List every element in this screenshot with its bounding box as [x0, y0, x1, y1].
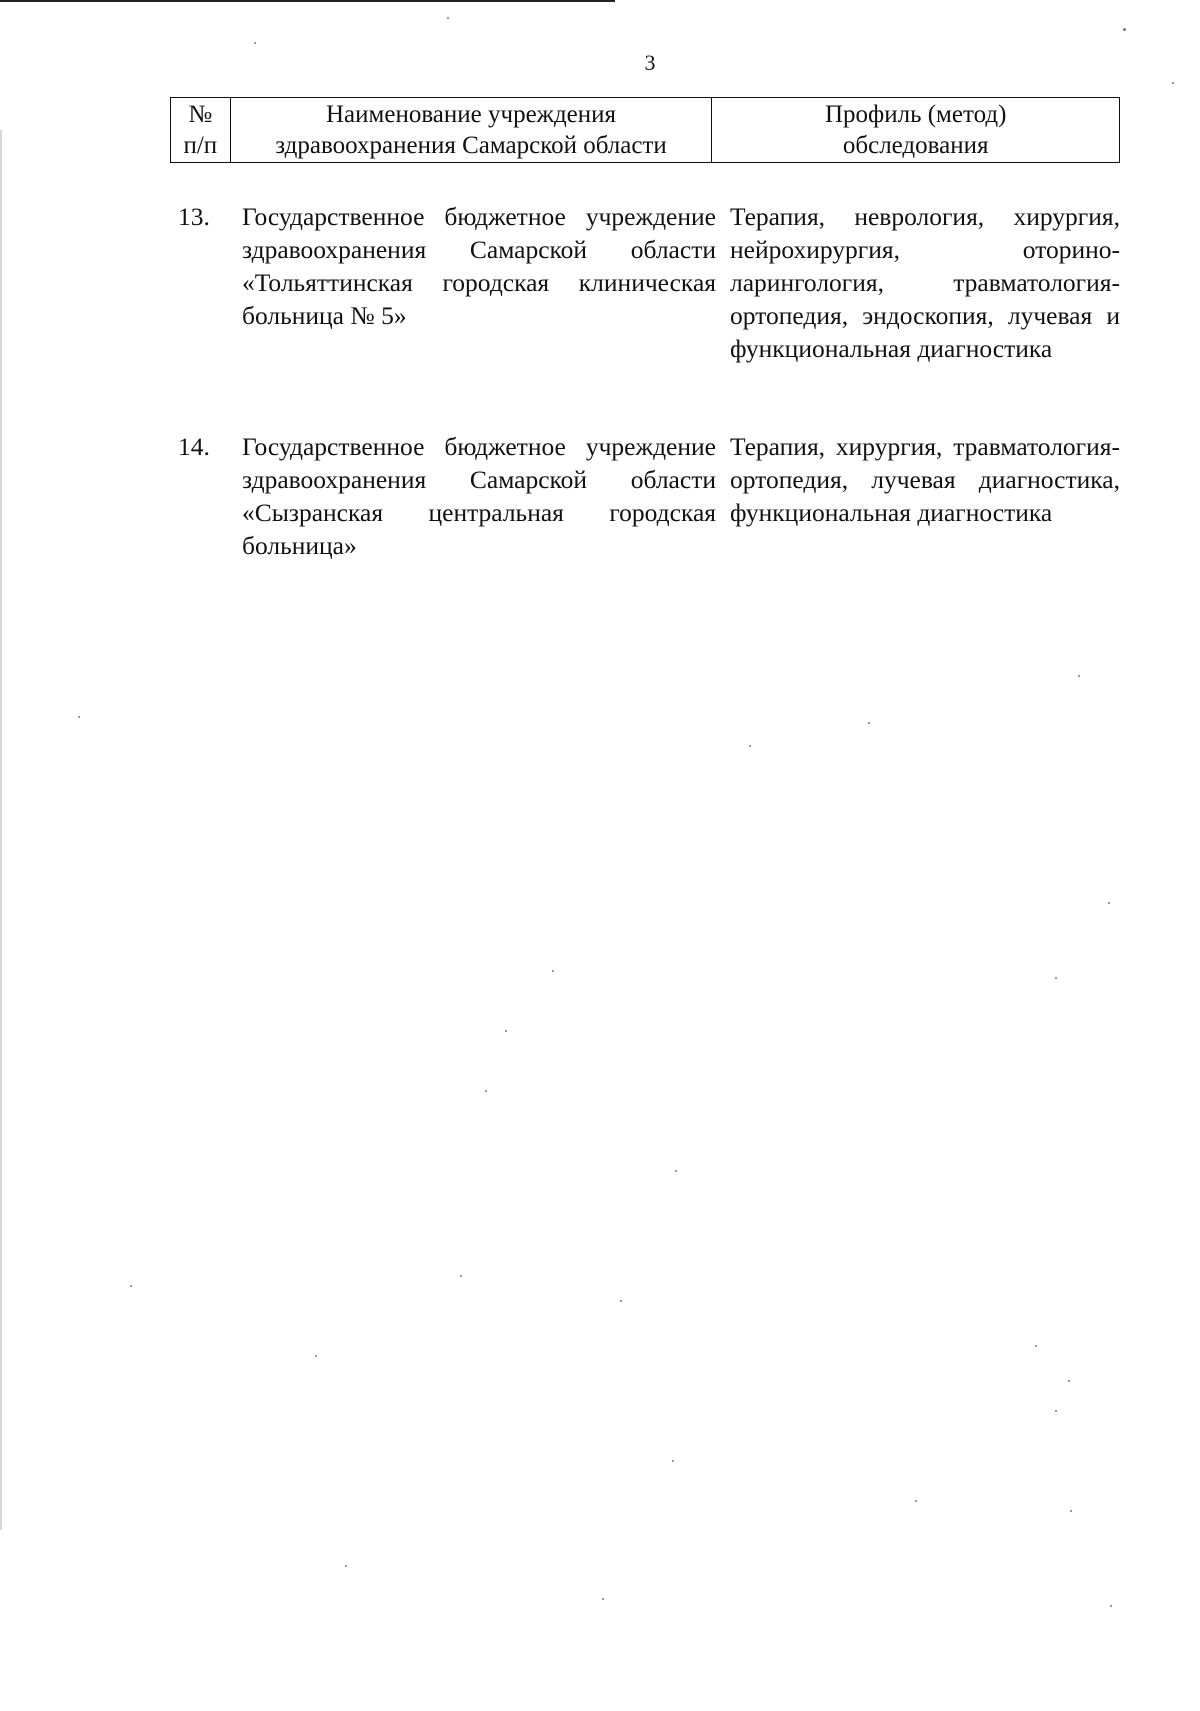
- page-number: 3: [644, 50, 656, 75]
- scan-speck: [505, 1030, 507, 1032]
- scan-speck: [749, 745, 751, 747]
- header-name-cell: [230, 98, 712, 163]
- scan-speck: [672, 1460, 674, 1462]
- institution-name: Государственное бюджетное учреждение здравоохранения Самарской области «Тольяттинская городская клиническая больница № 5»: [242, 202, 716, 330]
- header-row: [171, 98, 1120, 163]
- scan-speck: [447, 17, 449, 19]
- row-number: 14.: [178, 432, 210, 461]
- scan-speck: [130, 1285, 132, 1287]
- header-profile-line2: обследования: [842, 132, 989, 159]
- header-profile-cell: [712, 98, 1120, 163]
- scan-speck: [620, 1300, 622, 1302]
- examination-profile: Терапия, хирургия, травматология-ортопедия, лучевая диагностика, функциональная диагностика: [730, 432, 1120, 527]
- table-header: [170, 97, 1120, 163]
- scan-speck: [1068, 1380, 1070, 1382]
- scan-speck: [868, 722, 870, 724]
- scan-speck: [78, 716, 80, 718]
- scan-speck: [915, 1500, 917, 1502]
- scan-speck: [1055, 1410, 1057, 1412]
- scan-speck: [675, 1170, 677, 1172]
- top-rule: [0, 0, 615, 2]
- scan-speck: [1123, 28, 1126, 31]
- scan-speck: [602, 1598, 604, 1600]
- header-profile-line1: Профиль (метод): [824, 101, 1007, 128]
- scan-edge: [0, 130, 2, 1530]
- scan-speck: [345, 1565, 347, 1567]
- examination-profile: Терапия, неврология, хирургия, нейрохирургия, оториноларингология, травматология-ортопедия, эндоскопия, лучевая и функциональная диагностика: [730, 202, 1120, 363]
- scan-speck: [1110, 1605, 1112, 1607]
- scan-speck: [552, 970, 554, 972]
- row-number: 13.: [178, 202, 210, 231]
- header-name-line2: здравоохранения Самарской области: [275, 132, 667, 159]
- header-num-line2: п/п: [183, 132, 218, 159]
- scan-speck: [315, 1355, 317, 1357]
- scan-speck: [460, 1275, 462, 1277]
- scan-speck: [1078, 675, 1080, 677]
- header-num-cell: [171, 98, 231, 163]
- institution-name: Государственное бюджетное учреждение здравоохранения Самарской области «Сызранская центральная городская больница»: [242, 432, 716, 560]
- scan-speck: [1172, 82, 1174, 84]
- scan-speck: [254, 42, 256, 44]
- scan-speck: [485, 1090, 487, 1092]
- scan-speck: [1070, 1510, 1072, 1512]
- scan-speck: [1035, 1345, 1037, 1347]
- scan-speck: [1055, 977, 1057, 979]
- scan-speck: [1108, 902, 1110, 904]
- header-name-line1: Наименование учреждения: [326, 101, 617, 128]
- header-num-line1: №: [188, 101, 213, 128]
